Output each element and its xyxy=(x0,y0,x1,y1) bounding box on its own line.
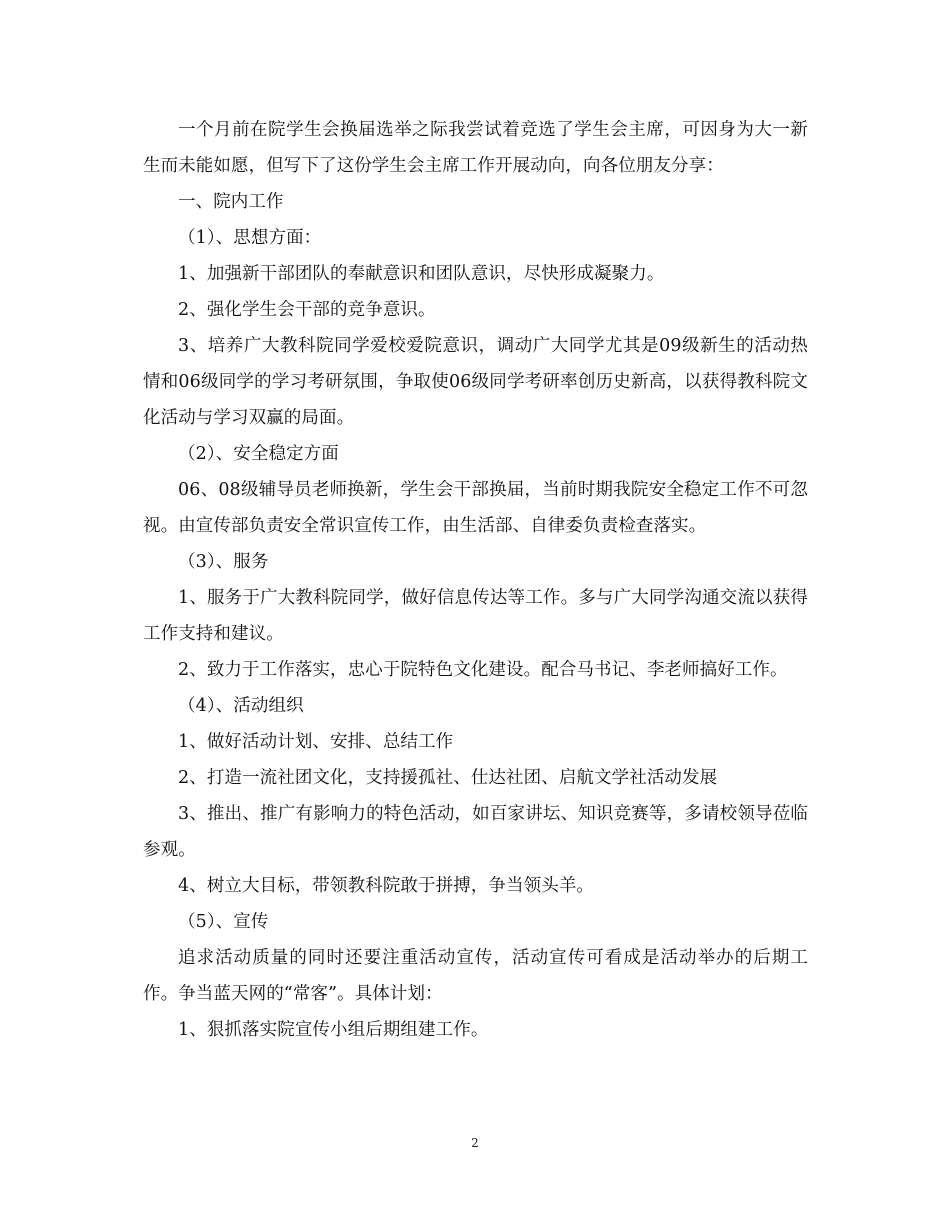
safety-paragraph: 06、08级辅导员老师换新，学生会干部换届，当前时期我院安全稳定工作不可忽视。由宣传部负责安全常识宣传工作，由生活部、自律委负责检查落实。 xyxy=(143,480,808,536)
subheading-ideology: （1）、思想方面： xyxy=(178,228,322,248)
intro-paragraph: 一个月前在院学生会换届选举之际我尝试着竞选了学生会主席，可因身为大一新生而未能如愿，但写下了这份学生会主席工作开展动向，向各位朋友分享： xyxy=(143,120,808,176)
subheading-safety: （2）、安全稳定方面 xyxy=(178,444,339,464)
publicity-item-1: 1、狠抓落实院宣传小组后期组建工作。 xyxy=(178,1020,489,1040)
activity-item-4: 4、树立大目标，带领教科院敢于拼搏，争当领头羊。 xyxy=(178,876,595,896)
activity-item-3: 3、推出、推广有影响力的特色活动，如百家讲坛、知识竞赛等，多请校领导莅临参观。 xyxy=(143,804,808,860)
ideology-item-3: 3、培养广大教科院同学爱校爱院意识，调动广大同学尤其是09级新生的活动热情和06级同学的学习考研氛围，争取使06级同学考研率创历史新高，以获得教科院文化活动与学习双赢的局面。 xyxy=(143,336,808,428)
service-item-1: 1、服务于广大教科院同学，做好信息传达等工作。多与广大同学沟通交流以获得工作支持和建议。 xyxy=(143,588,808,644)
ideology-item-1: 1、加强新干部团队的奉献意识和团队意识，尽快形成凝聚力。 xyxy=(178,264,665,284)
service-item-2: 2、致力于工作落实，忠心于院特色文化建设。配合马书记、李老师搞好工作。 xyxy=(178,660,788,680)
subheading-activity-organization: （4）、活动组织 xyxy=(178,696,304,716)
publicity-paragraph: 追求活动质量的同时还要注重活动宣传，活动宣传可看成是活动举办的后期工作。争当蓝天网的“常客”。具体计划： xyxy=(143,948,808,1004)
activity-item-2: 2、打造一流社团文化，支持援孤社、仕达社团、启航文学社活动发展 xyxy=(178,768,718,788)
subheading-publicity: （5）、宣传 xyxy=(178,912,269,932)
ideology-item-2: 2、强化学生会干部的竞争意识。 xyxy=(178,300,436,320)
document-body xyxy=(143,112,808,1048)
activity-item-1: 1、做好活动计划、安排、总结工作 xyxy=(178,732,454,752)
subheading-service: （3）、服务 xyxy=(178,552,269,572)
page-number: 2 xyxy=(471,1136,479,1150)
section-heading-campus-work: 一、院内工作 xyxy=(178,192,284,212)
